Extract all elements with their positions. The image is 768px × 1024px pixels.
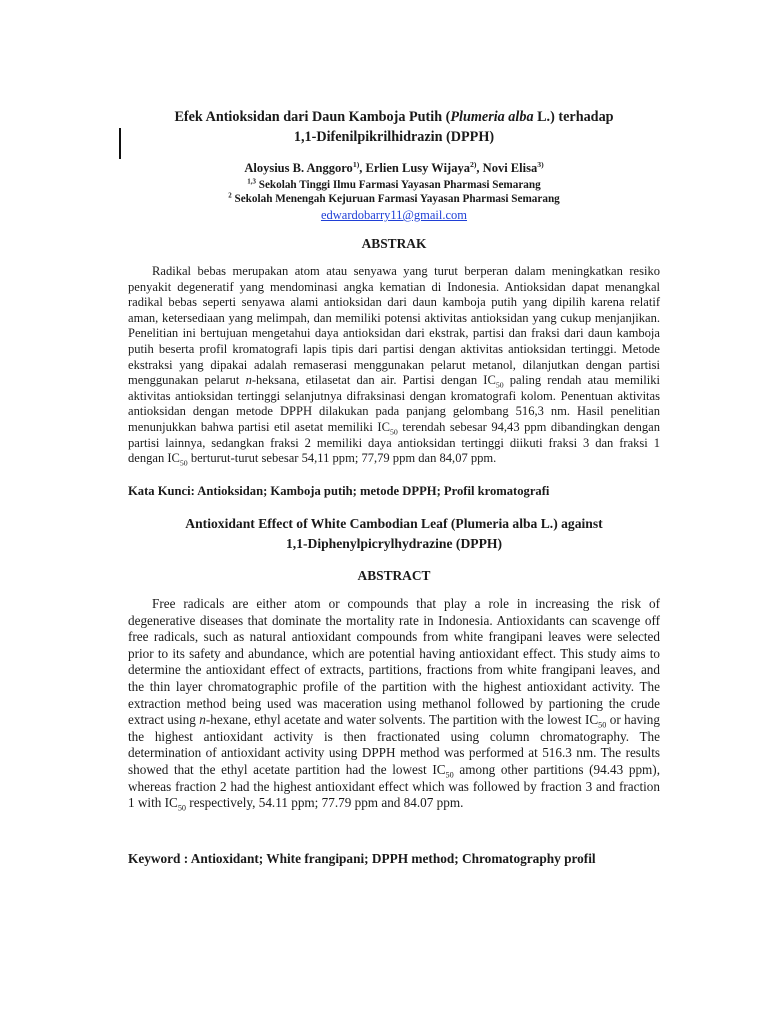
affiliation-2 <box>128 192 660 206</box>
author-2: , Erlien Lusy Wijaya <box>359 161 470 175</box>
email-link[interactable]: edwardobarry11@gmail.com <box>320 208 468 222</box>
title-english: Antioxidant Effect of White Cambodian Leaf (Plumeria alba L.) against <box>185 516 603 531</box>
abstract-text-1: Free radicals are either atom or compounds that play a role in increasing the risk of degenerative diseases that dominate the mortality rate in Indonesia. Antioxidants can scavenge off free radicals, such as natural antioxidant compounds from white frangipani leaves were selected prior to its safety and abundance, which are potential having antioxidant effect. This study aims to determine the antioxidant effect of extracts, partitions, fractions from white frangipani leaves, and the thin layer chromatographic profile of the partition with the highest antioxidant activity. The extraction method being used was maceration using methanol followed by partioning the crude extract using <box>128 596 660 728</box>
abstract-ic50-sub-1: 50 <box>598 720 607 730</box>
affiliation-2-text: Sekolah Menengah Kejuruan Farmasi Yayasan Pharmasi Semarang <box>231 193 560 205</box>
author-1-affil: 1) <box>352 159 360 169</box>
abstract-heading: ABSTRACT <box>357 568 431 583</box>
abstract-paragraph <box>128 596 660 812</box>
affiliation-2-marker: 2 <box>228 191 232 200</box>
title-indonesian <box>128 106 660 128</box>
title-line1-text: Efek Antioksidan dari Daun Kamboja Putih ( <box>174 109 451 125</box>
abstrak-text-4: terendah sebesar 94,43 ppm dibandingkan dengan partisi lainnya, sedangkan fraksi 2 memiliki daya antioksidan tertinggi diikuti fraksi 3 dan fraksi 1 dengan IC <box>128 419 660 466</box>
abstract-text-2: -hexane, ethyl acetate and water solvents. The partition with the lowest IC <box>205 712 599 728</box>
author-list <box>128 161 660 176</box>
abstract-text-3: or having the highest antioxidant activity is then fractionated using column chromatography. The determination of antioxidant activity using DPPH method was performed at 516.3 nm. The results showed that the ethyl acetate partition had the lowest IC <box>128 712 660 777</box>
title-line1-end: L.) terhadap <box>533 109 614 125</box>
author-2-affil: 2) <box>469 159 477 169</box>
abstrak-text-3: paling rendah atau memiliki aktivitas antioksidan tertinggi selanjutnya difraksinasi dengan kromatografi kolom. Penentuan aktivitas antioksidan dengan metode DPPH dilakukan pada panjang gelombang 516,3 nm. Hasil penelitian menunjukkan bahwa partisi etil asetat memiliki IC <box>128 373 660 434</box>
abstrak-ic50-sub-3: 50 <box>179 458 188 468</box>
abstrak-heading: ABSTRAK <box>361 236 427 251</box>
title-line1-species: Plumeria alba <box>450 109 534 125</box>
author-3-affil: 3) <box>537 159 544 169</box>
text-cursor <box>119 128 121 159</box>
abstrak-italic-n: n <box>245 373 252 388</box>
abstract-ic50-sub-3: 50 <box>177 803 186 813</box>
abstract-italic-n: n <box>199 712 206 728</box>
kata-kunci: Kata Kunci: Antioksidan; Kamboja putih; metode DPPH; Profil kromatografi <box>128 484 550 498</box>
email-line <box>128 206 660 224</box>
abstrak-text-5: berturut-turut sebesar 54,11 ppm; 77,79 ppm dan 84,07 ppm. <box>187 451 497 466</box>
title-english-line2: 1,1-Diphenylpicrylhydrazine (DPPH) <box>286 536 502 551</box>
author-1: Aloysius B. Anggoro <box>244 161 353 175</box>
abstrak-ic50-sub-2: 50 <box>389 427 398 437</box>
abstract-ic50-sub-2: 50 <box>445 770 454 780</box>
abstrak-ic50-sub-1: 50 <box>495 380 504 390</box>
abstrak-text-1: Radikal bebas merupakan atom atau senyawa yang turut berperan dalam meningkatkan resiko penyakit degeneratif yang mendominasi angka kematian di Indonesia. Antioksidan dapat menangkal radikal bebas seperti senyawa alami antioksidan dari daun kamboja putih yang dipilih karena relatif aman, ketersediaan yang melimpah, dan memiliki potensi aktivitas antioksidan yang cukup menjanjikan. Penelitian ini bertujuan mengetahui daya antioksidan dari ekstrak, partisi dan fraksi dari daun kamboja putih beserta profil kromatografi lapis tipis dari partisi dengan aktivitas antioksidan tertinggi. Metode ekstraksi yang dipakai adalah remaserasi menggunakan pelarut metanol, dilanjutkan dengan partisi menggunakan pelarut <box>128 264 660 388</box>
title-indonesian-line2: 1,1-Difenilpikrilhidrazin (DPPH) <box>293 129 495 145</box>
abstract-text-4: among other partitions (94.43 ppm), whereas fraction 2 had the highest antioxidant effect which was followed by fraction 3 and fraction 1 with IC <box>128 761 661 811</box>
affiliation-1-text: Sekolah Tinggi Ilmu Farmasi Yayasan Pharmasi Semarang <box>255 179 541 191</box>
keywords-english: Keyword : Antioxidant; White frangipani; DPPH method; Chromatography profil <box>128 851 596 866</box>
author-3: , Novi Elisa <box>476 161 538 175</box>
abstrak-paragraph <box>128 264 660 467</box>
affiliation-1-marker: 1,3 <box>247 177 256 186</box>
abstract-text-5: respectively, 54.11 ppm; 77.79 ppm and 84.07 ppm. <box>186 795 464 811</box>
affiliation-1 <box>128 178 660 192</box>
abstrak-text-2: -heksana, etilasetat dan air. Partisi dengan IC <box>251 373 496 388</box>
